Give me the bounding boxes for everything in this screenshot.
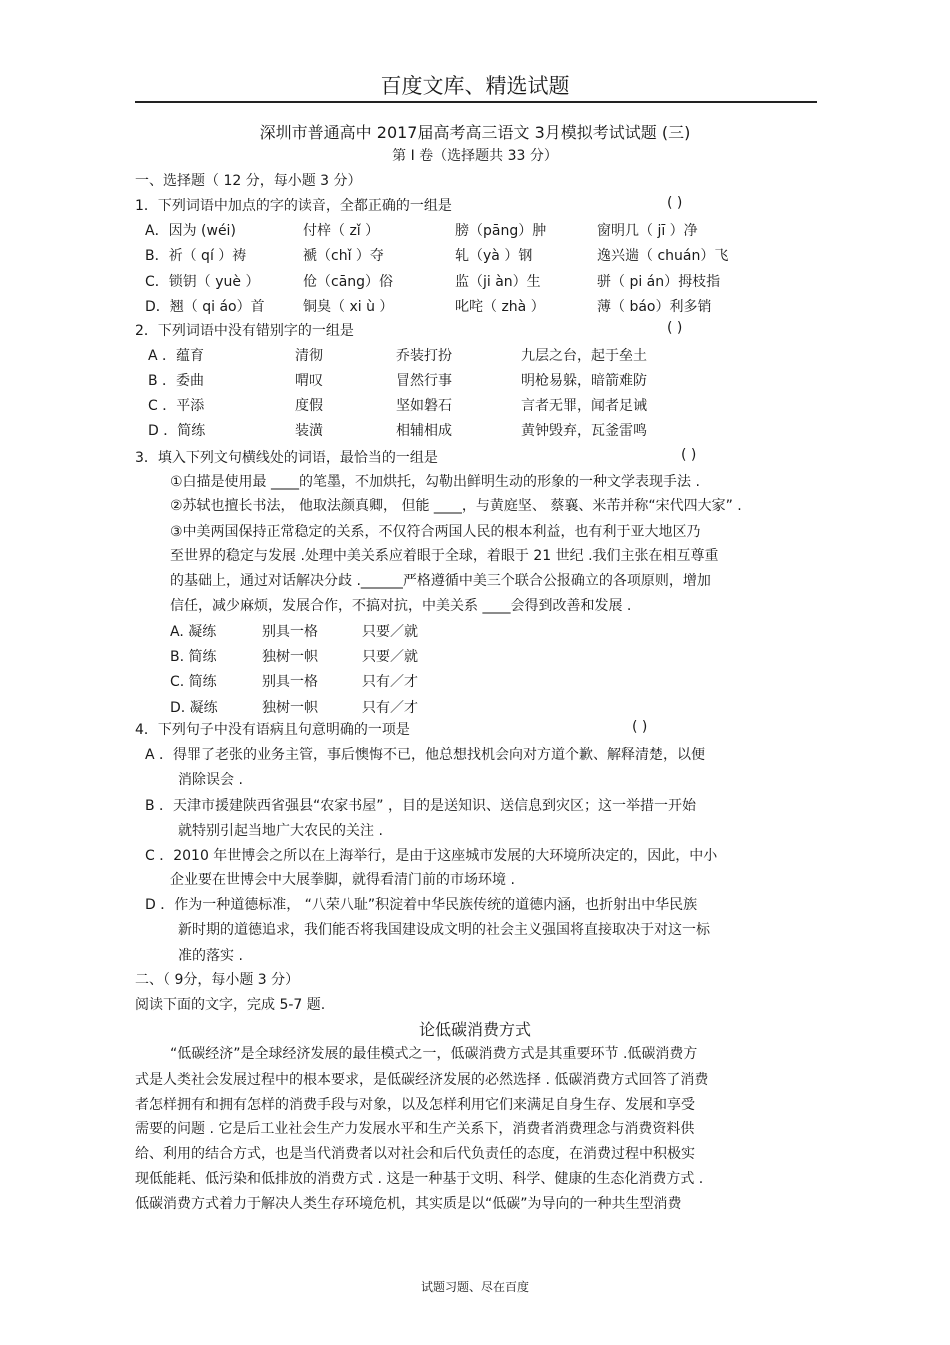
page-footer: 试题习题、尽在百度 xyxy=(420,1280,529,1294)
q3-opt-b-3: 只要／就 xyxy=(362,649,418,665)
q3-text-line: 至世界的稳定与发展 .处理中美关系应着眼于全球，着眼于 21 世纪 .我们主张在相互尊重 xyxy=(170,548,719,564)
q3-text-line: ②苏轼也擅长书法， 他取法颜真卿， 但能 ____，与黄庭坚、 蔡襄、米芾并称“宋代四大家” . xyxy=(170,498,742,514)
q4-text-line: 新时期的道德追求，我们能否将我国建设成文明的社会主义强国将直接取决于对这一标 xyxy=(178,922,710,938)
exam-title: 深圳市普通高中 2017届高考高三语文 3月模拟考试试题 (三) xyxy=(259,123,691,142)
q2-c-3: 坚如磐石 xyxy=(396,398,452,414)
section1-heading: 一、选择题（ 12 分，每小题 3 分） xyxy=(135,173,362,189)
q2-b-2: 喟叹 xyxy=(295,373,323,389)
q3-opt-c-1: C. 简练 xyxy=(170,674,217,690)
q3-opt-a-3: 只要／就 xyxy=(362,624,418,640)
q2-answer-paren: ( ) xyxy=(667,320,683,336)
q2-d-2: 装潢 xyxy=(295,423,323,439)
q4-text-line: 就特别引起当地广大农民的关注 . xyxy=(178,823,383,839)
q2-c-2: 度假 xyxy=(295,398,323,414)
q3-opt-a-1: A. 凝练 xyxy=(170,624,217,640)
q1-a-3: 膀（pāng）肿 xyxy=(455,223,547,239)
header-rule xyxy=(135,101,817,103)
q1-b-1: B．祈（ qí ）祷 xyxy=(145,248,247,264)
q3-text-line: 信任，减少麻烦，发展合作，不搞对抗，中美关系 ____会得到改善和发展 . xyxy=(170,598,632,614)
q4-text-line: 消除误会 . xyxy=(178,772,243,788)
q1-c-1: C．锁钥（ yuè ） xyxy=(145,274,260,290)
q1-c-4: 骈（ pi án）拇枝指 xyxy=(597,274,721,290)
passage-title: 论低碳消费方式 xyxy=(418,1020,531,1039)
q3-opt-d-2: 独树一帜 xyxy=(262,700,318,716)
q3-text-line: 的基础上，通过对话解决分歧 .______严格遵循中美三个联合公报确立的各项原则，增加 xyxy=(170,573,711,589)
passage-line: “低碳经济”是全球经济发展的最佳模式之一，低碳消费方式是其重要环节 .低碳消费方 xyxy=(170,1046,698,1062)
q2-a-1: A ．蕴育 xyxy=(148,348,205,364)
q1-a-2: 付梓（ zǐ ） xyxy=(303,223,380,239)
q1-d-4: 薄（ báo）利多销 xyxy=(597,299,712,315)
q2-d-3: 相辅相成 xyxy=(396,423,452,439)
volume-line: 第 I 卷（选择题共 33 分） xyxy=(392,148,558,164)
q4-text-line: A ．得罪了老张的业务主管，事后懊悔不已，他总想找机会向对方道个歉、解释清楚，以便 xyxy=(145,747,706,763)
q2-b-4: 明枪易躲，暗箭难防 xyxy=(521,373,647,389)
q3-opt-b-2: 独树一帜 xyxy=(262,649,318,665)
q2-a-4: 九层之台，起于垒土 xyxy=(521,348,647,364)
q1-a-1: A．因为 (wéi) xyxy=(145,223,236,239)
q3-opt-d-3: 只有／才 xyxy=(362,700,418,716)
q4-text-line: B ．天津市援建陕西省强县“农家书屋” ，目的是送知识、送信息到灾区；这一举措一开始 xyxy=(145,798,697,814)
q2-d-1: D ．简练 xyxy=(148,423,206,439)
q1-c-2: 伧（cāng）俗 xyxy=(303,274,394,290)
q1-b-2: 褫（chǐ ）夺 xyxy=(303,248,384,264)
section2-instruction: 阅读下面的文字，完成 5-7 题. xyxy=(135,997,326,1013)
q1-d-2: 铜臭（ xi ù ） xyxy=(303,299,394,315)
q3-opt-b-1: B. 简练 xyxy=(170,649,217,665)
passage-line: 者怎样拥有和拥有怎样的消费手段与对象，以及怎样利用它们来满足自身生存、发展和享受 xyxy=(135,1097,695,1113)
q4-text-line: 准的落实 . xyxy=(178,948,243,964)
passage-line: 现低能耗、低污染和低排放的消费方式 . 这是一种基于文明、科学、健康的生态化消费方式 . xyxy=(135,1171,704,1187)
q2-d-4: 黄钟毁弃，瓦釜雷鸣 xyxy=(521,423,647,439)
q2-b-3: 冒然行事 xyxy=(396,373,452,389)
q2-c-4: 言者无罪，闻者足诫 xyxy=(521,398,647,414)
q1-b-3: 轧（yà ）钢 xyxy=(455,248,533,264)
q4-text-line: C ．2010 年世博会之所以在上海举行，是由于这座城市发展的大环境所决定的，因此，中小 xyxy=(145,848,718,864)
q1-answer-paren: ( ) xyxy=(667,195,683,211)
q2-a-2: 清彻 xyxy=(295,348,323,364)
passage-line: 低碳消费方式着力于解决人类生存环境危机，其实质是以“低碳”为导向的一种共生型消费 xyxy=(135,1196,682,1212)
q1-d-1: D．翘（ qi áo）首 xyxy=(145,299,265,315)
q1-stem: 1．下列词语中加点的字的读音，全都正确的一组是 xyxy=(135,198,452,214)
q1-d-3: 叱咤（ zhà ） xyxy=(455,299,545,315)
q3-opt-a-2: 别具一格 xyxy=(262,624,318,640)
q2-b-1: B ．委曲 xyxy=(148,373,205,389)
q3-opt-c-3: 只有／才 xyxy=(362,674,418,690)
q3-answer-paren: ( ) xyxy=(681,447,697,463)
q3-text-line: ③中美两国保持正常稳定的关系，不仅符合两国人民的根本利益，也有利于亚大地区乃 xyxy=(170,524,701,540)
q3-stem: 3．填入下列文句横线处的词语，最恰当的一组是 xyxy=(135,450,438,466)
q1-b-4: 逸兴遄（ chuán）飞 xyxy=(597,248,729,264)
q3-text-line: ①白描是使用最 ____的笔墨，不加烘托，勾勒出鲜明生动的形象的一种文学表现手法 . xyxy=(170,474,700,490)
q2-a-3: 乔装打扮 xyxy=(396,348,452,364)
passage-line: 需要的问题 . 它是后工业社会生产力发展水平和生产关系下，消费者消费理念与消费资料供 xyxy=(135,1121,695,1137)
q1-c-3: 监（ji àn）生 xyxy=(455,274,541,290)
q2-c-1: C ．平添 xyxy=(148,398,205,414)
passage-line: 式是人类社会发展过程中的根本要求，是低碳经济发展的必然选择 . 低碳消费方式回答了消费 xyxy=(135,1072,709,1088)
q4-stem: 4．下列句子中没有语病且句意明确的一项是 xyxy=(135,722,410,738)
q4-text-line: 企业要在世博会中大展拳脚，就得看清门前的市场环境 . xyxy=(170,872,515,888)
q1-a-4: 窗明几（ jī ）净 xyxy=(597,223,698,239)
q4-answer-paren: ( ) xyxy=(632,719,648,735)
q3-opt-c-2: 别具一格 xyxy=(262,674,318,690)
passage-line: 给、利用的结合方式，也是当代消费者以对社会和后代负责任的态度，在消费过程中积极实 xyxy=(135,1146,695,1162)
q3-opt-d-1: D. 凝练 xyxy=(170,700,218,716)
q4-text-line: D ．作为一种道德标准， “八荣八耻”积淀着中华民族传统的道德内涵，也折射出中华民族 xyxy=(145,897,698,913)
site-title: 百度文库、精选试题 xyxy=(380,74,570,98)
section2-heading: 二、（ 9分，每小题 3 分） xyxy=(135,972,300,988)
q2-stem: 2．下列词语中没有错别字的一组是 xyxy=(135,323,354,339)
